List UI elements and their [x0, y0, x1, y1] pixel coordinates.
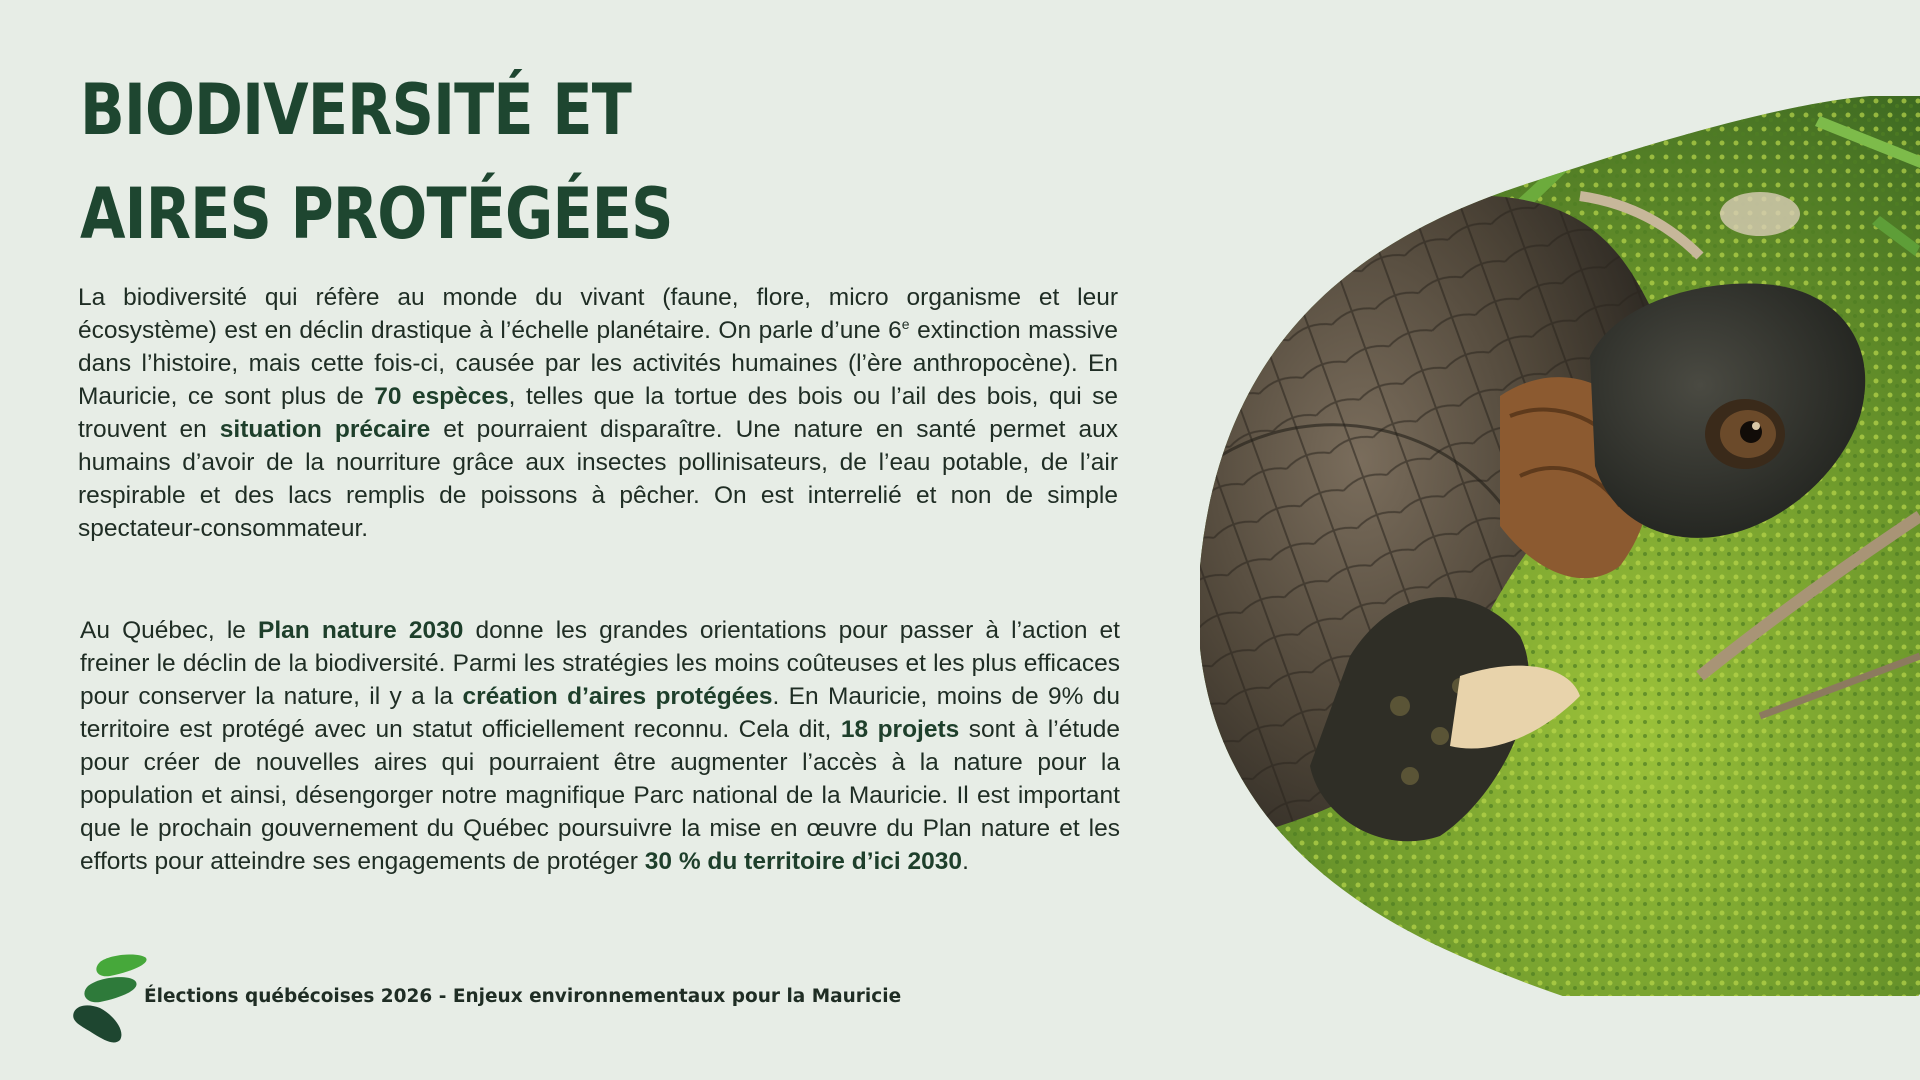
bold-highlight: Plan nature 2030: [258, 617, 464, 644]
text-run: Au Québec, le: [80, 617, 259, 644]
bold-highlight: 18 projets: [840, 716, 960, 743]
superscript: e: [901, 315, 910, 332]
footer: [70, 952, 902, 1044]
title-line-2: AIRES PROTÉGÉES: [80, 173, 673, 255]
intro-paragraph: [78, 281, 1118, 545]
bold-highlight: création d’aires protégées: [462, 683, 773, 710]
text-run: , telles que la tortue des bois ou l’ail des bois, qui se trouvent en: [78, 383, 1119, 443]
footer-caption: Élections québécoises 2026 - Enjeux environnementaux pour la Mauricie: [144, 986, 902, 1007]
text-run: .: [962, 848, 969, 875]
turtle-photo: [1200, 96, 1920, 996]
bold-highlight: situation précaire: [219, 416, 431, 443]
plan-nature-paragraph: [80, 614, 1120, 878]
turtle-illustration: [1200, 96, 1920, 996]
green-stripes-logo-icon: [70, 952, 150, 1044]
text-run: sont à l’étude pour créer de nouvelles aires qui pourraient être augmenter l’accès à la nature pour la population et ainsi, désengorger notre magnifique Parc national de la Mauricie. Il est important que le prochain gouvernement du Québec poursuivre la mise en œuvre du Plan nature et les efforts pour atteindre ses engagements de protéger: [80, 716, 1120, 875]
text-run: . En Mauricie, moins de 9% du territoire est protégé avec un statut officiellement reconnu. Cela dit,: [80, 683, 1120, 743]
text-run: donne les grandes orientations pour passer à l’action et freiner le déclin de la biodiversité. Parmi les stratégies les moins coûteuses et les plus efficaces pour conserver la nature, il y a la: [80, 617, 1120, 710]
text-run: extinction massive dans l’histoire, mais cette fois-ci, causée par les activités humaines (l’ère anthropocène). En Mauricie, ce sont plus de: [78, 317, 1118, 410]
text-run: et pourraient disparaître. Une nature en santé permet aux humains d’avoir de la nourriture grâce aux insectes pollinisateurs, de l’eau potable, de l’air respirable et des lacs remplis de poissons à pêcher. On est interrelié et non de simple spectateur-consommateur.: [78, 416, 1118, 542]
bold-highlight: 70 espèces: [374, 383, 509, 410]
text-run: La biodiversité qui réfère au monde du vivant (faune, flore, micro organisme et leur écosystème) est en déclin drastique à l’échelle planétaire. On parle d’une 6: [78, 284, 1118, 344]
page-title: [80, 58, 836, 266]
bold-highlight: 30 % du territoire d’ici 2030: [644, 848, 963, 875]
title-line-1: BIODIVERSITÉ ET: [80, 69, 631, 151]
